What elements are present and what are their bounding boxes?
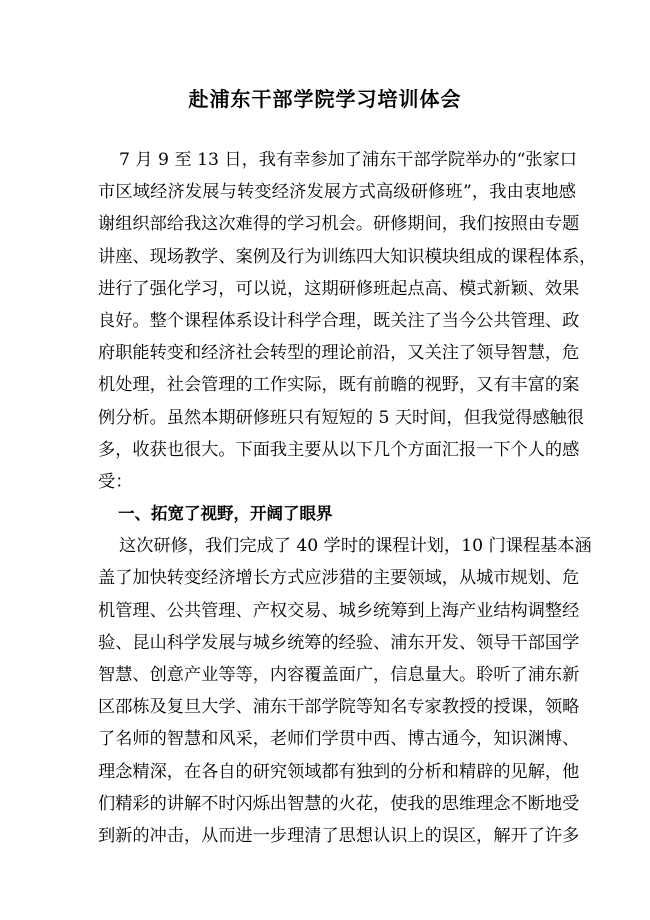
paragraph-2-line: 理念精深，在各自的研究领域都有独到的分析和精辟的见解，他 xyxy=(98,761,580,782)
paragraph-2-line: 这次研修，我们完成了 40 学时的课程计划，10 门课程基本涵 xyxy=(119,536,592,557)
paragraph-2-line: 了名师的智慧和风采，老师们学贯中西、博古通今，知识渊博、 xyxy=(98,729,580,750)
paragraph-1-line: 7 月 9 至 13 日，我有幸参加了浦东干部学院举办的“张家口 xyxy=(119,150,577,170)
paragraph-2-line: 智慧、创意产业等等，内容覆盖面广，信息量大。聆听了浦东新 xyxy=(98,665,580,685)
paragraph-2-line: 机管理、公共管理、产权交易、城乡统筹到上海产业结构调整经 xyxy=(98,600,580,621)
paragraph-2-line: 们精彩的讲解不时闪烁出智慧的火花，使我的思维理念不断地受 xyxy=(98,793,580,814)
paragraph-2-line: 盖了加快转变经济增长方式应涉猎的主要领域，从城市规划、危 xyxy=(98,568,580,589)
paragraph-1-line: 谢组织部给我这次难得的学习机会。研修期间，我们按照由专题 xyxy=(98,214,580,235)
paragraph-1-line: 进行了强化学习，可以说，这期研修班起点高、模式新颖、效果 xyxy=(98,278,580,299)
paragraph-1-line: 机处理，社会管理的工作实际，既有前瞻的视野，又有丰富的案 xyxy=(98,375,580,396)
paragraph-1-line: 良好。整个课程体系设计科学合理，既关注了当今公共管理、政 xyxy=(98,310,580,331)
section-heading: 一、拓宽了视野，开阔了眼界 xyxy=(118,504,333,524)
paragraph-1-line: 府职能转变和经济社会转型的理论前沿，又关注了领导智慧，危 xyxy=(98,343,580,364)
paragraph-2-line: 区邵栋及复旦大学、浦东干部学院等知名专家教授的授课，领略 xyxy=(98,697,580,718)
document-title: 赴浦东干部学院学习培训体会 xyxy=(188,87,462,111)
paragraph-2-line: 到新的冲击，从而进一步理清了思想认识上的误区，解开了许多 xyxy=(98,825,580,846)
paragraph-1-line: 市区域经济发展与转变经济发展方式高级研修班”，我由衷地感 xyxy=(98,182,576,203)
paragraph-1-line: 讲座、现场教学、案例及行为训练四大知识模块组成的课程体系， xyxy=(98,246,597,267)
paragraph-1-line: 例分析。虽然本期研修班只有短短的 5 天时间，但我觉得感触很 xyxy=(98,407,584,428)
paragraph-1-line: 多，收获也很大。下面我主要从以下几个方面汇报一下个人的感 xyxy=(98,439,580,460)
paragraph-2-line: 验、昆山科学发展与城乡统筹的经验、浦东开发、领导干部国学 xyxy=(98,632,580,653)
paragraph-1-line: 受： xyxy=(98,471,133,492)
document-body xyxy=(98,144,597,852)
